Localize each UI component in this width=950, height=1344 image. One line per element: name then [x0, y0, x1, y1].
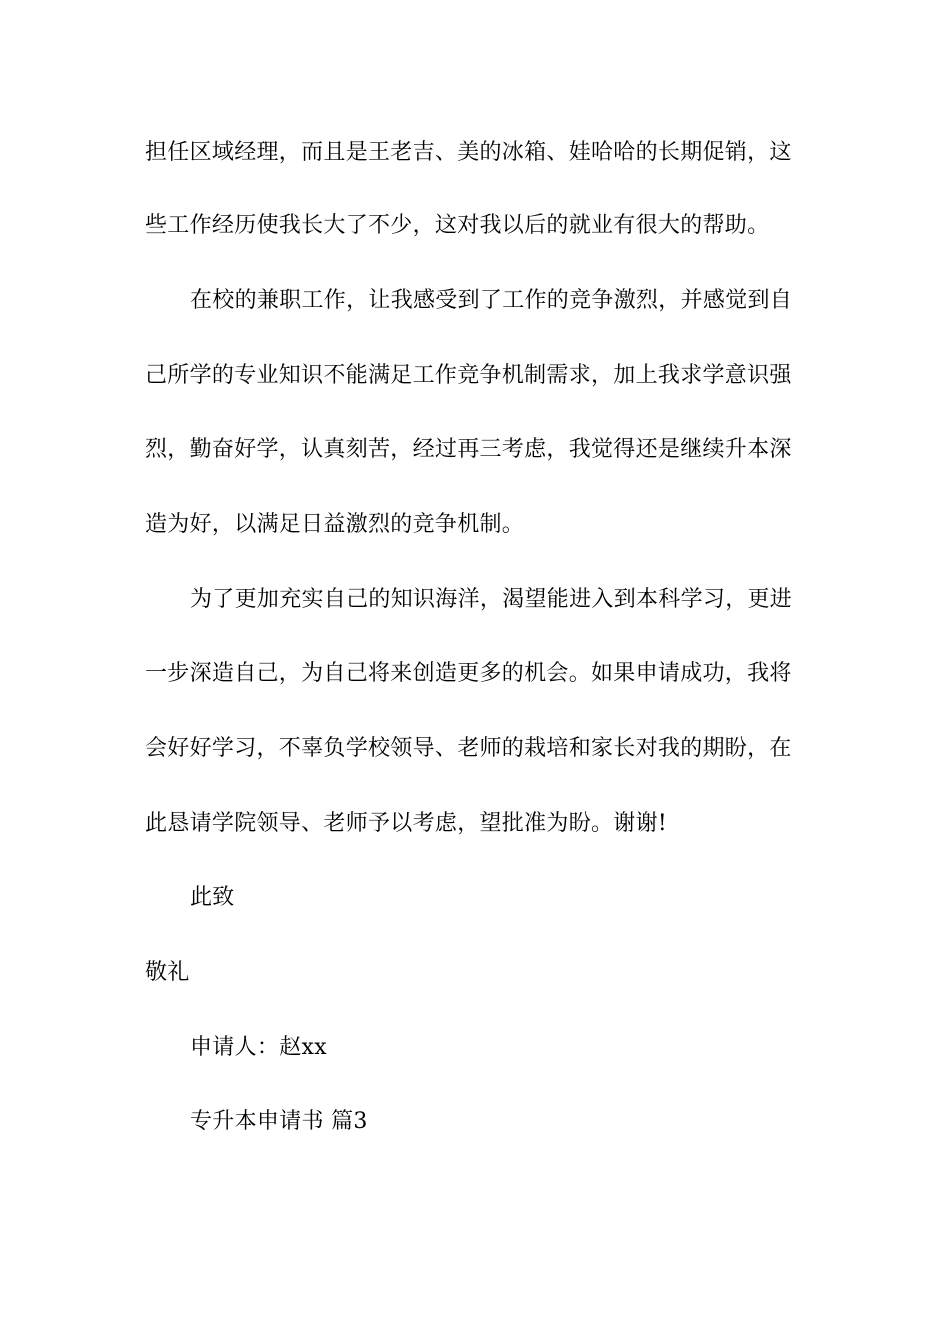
paragraph-line-9: 会好好学习，不辜负学校领导、老师的栽培和家长对我的期盼，在: [145, 736, 792, 761]
paragraph-line-10: 此恳请学院领导、老师予以考虑，望批准为盼。谢谢!: [145, 811, 668, 836]
paragraph-line-1: 担任区域经理，而且是王老吉、美的冰箱、娃哈哈的长期促销，这: [145, 140, 792, 165]
paragraph-line-7: 为了更加充实自己的知识海洋，渴望能进入到本科学习，更进: [190, 587, 793, 612]
paragraph-line-2: 些工作经历使我长大了不少，这对我以后的就业有很大的帮助。: [145, 213, 770, 238]
applicant-signature: 申请人：赵xx: [190, 1035, 327, 1060]
paragraph-line-6: 造为好，以满足日益激烈的竞争机制。: [145, 512, 525, 537]
paragraph-line-4: 己所学的专业知识不能满足工作竞争机制需求，加上我求学意识强: [145, 363, 792, 388]
section-heading: 专升本申请书 篇3: [190, 1109, 368, 1134]
paragraph-line-8: 一步深造自己，为自己将来创造更多的机会。如果申请成功，我将: [145, 661, 792, 686]
closing-regards: 敬礼: [145, 960, 190, 985]
paragraph-line-5: 烈，勤奋好学，认真刻苦，经过再三考虑，我觉得还是继续升本深: [145, 437, 792, 462]
paragraph-line-3: 在校的兼职工作，让我感受到了工作的竞争激烈，并感觉到自: [190, 288, 793, 313]
closing-salutation: 此致: [190, 885, 235, 910]
